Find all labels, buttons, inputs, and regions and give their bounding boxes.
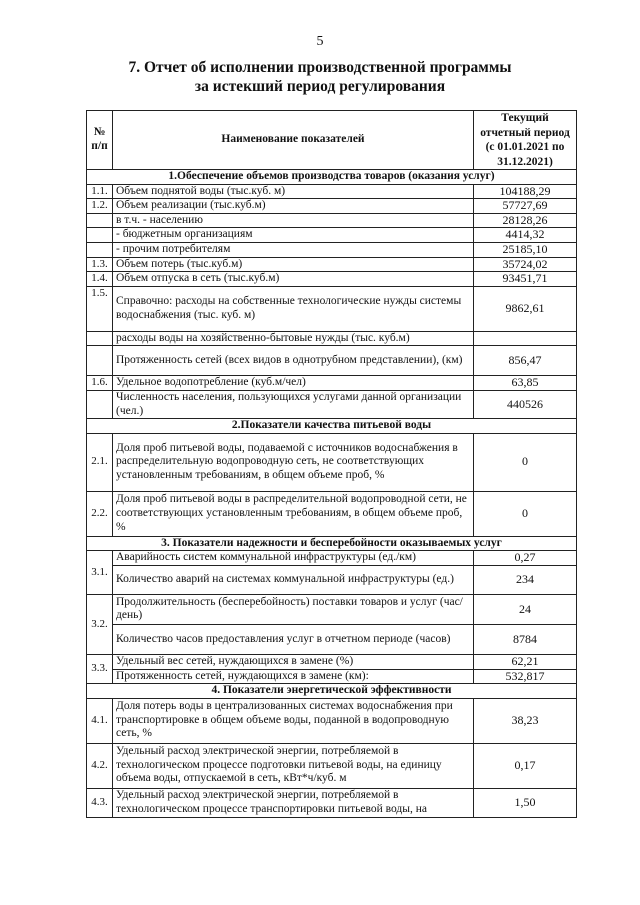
row-name: Удельный расход электрической энергии, потребляемой в технологическом процессе транспортировки питьевой воды, на [113, 788, 474, 817]
row-name: Численность населения, пользующихся услугами данной организации (чел.) [113, 390, 474, 418]
row-num [87, 213, 113, 228]
row-num: 2.2. [87, 491, 113, 536]
row-value: 62,21 [474, 654, 577, 669]
section-row [87, 684, 577, 699]
row-num: 4.1. [87, 698, 113, 743]
row-name: Аварийность систем коммунальной инфраструктуры (ед./км) [113, 551, 474, 566]
header-period: Текущий отчетный период (с 01.01.2021 по 31.12.2021) [474, 111, 577, 170]
row-value: 9862,61 [474, 286, 577, 331]
table-row [87, 390, 577, 418]
row-num: 1.6. [87, 376, 113, 391]
row-num: 3.1. [87, 551, 113, 595]
table-row [87, 491, 577, 536]
row-value: 532,817 [474, 669, 577, 684]
row-num: 3.3. [87, 654, 113, 683]
row-value: 24 [474, 594, 577, 624]
report-table [86, 110, 577, 818]
table-row [87, 743, 577, 788]
table-row [87, 272, 577, 287]
table-row [87, 199, 577, 214]
table-row [87, 594, 577, 624]
row-num: 4.3. [87, 788, 113, 817]
table-row [87, 213, 577, 228]
table-row [87, 624, 577, 654]
row-name: - бюджетным организациям [113, 228, 474, 243]
row-value: 4414,32 [474, 228, 577, 243]
row-name: Доля проб питьевой воды в распределительной водопроводной сети, не соответствующих установленным требованиям, в общем объеме проб, % [113, 491, 474, 536]
table-row [87, 565, 577, 594]
table-row [87, 376, 577, 391]
row-num: 1.4. [87, 272, 113, 287]
title-line-2: за истекший период регулирования [194, 78, 446, 95]
table-row [87, 698, 577, 743]
row-value: 1,50 [474, 788, 577, 817]
table-row [87, 228, 577, 243]
row-num: 1.2. [87, 199, 113, 214]
row-num [87, 331, 113, 346]
section-title: 2.Показатели качества питьевой воды [87, 419, 577, 434]
row-name: Протяженность сетей, нуждающихся в замене (км): [113, 669, 474, 684]
table-row [87, 654, 577, 669]
row-value: 104188,29 [474, 184, 577, 199]
row-num: 1.3. [87, 257, 113, 272]
section-row [87, 170, 577, 185]
row-value: 0,27 [474, 551, 577, 566]
row-name: Справочно: расходы на собственные технологические нужды системы водоснабжения (тыс. куб. м) [113, 286, 474, 331]
table-row [87, 242, 577, 257]
row-name: Количество аварий на системах коммунальной инфраструктуры (ед.) [113, 565, 474, 594]
row-value: 28128,26 [474, 213, 577, 228]
row-name: расходы воды на хозяйственно-бытовые нужды (тыс. куб.м) [113, 331, 474, 346]
row-name: Количество часов предоставления услуг в отчетном периоде (часов) [113, 624, 474, 654]
page-title [0, 58, 640, 96]
table-row [87, 669, 577, 684]
row-name: Протяженность сетей (всех видов в однотрубном представлении), (км) [113, 346, 474, 376]
row-name: Удельный вес сетей, нуждающихся в замене (%) [113, 654, 474, 669]
row-num [87, 390, 113, 418]
table-row [87, 346, 577, 376]
title-line-1: 7. Отчет об исполнении производственной программы [128, 59, 512, 76]
row-value: 0,17 [474, 743, 577, 788]
header-num: № п/п [87, 111, 113, 170]
table-header [87, 111, 577, 170]
row-value: 0 [474, 433, 577, 491]
row-num: 2.1. [87, 433, 113, 491]
section-title: 1.Обеспечение объемов производства товаров (оказания услуг) [87, 170, 577, 185]
table-row [87, 551, 577, 566]
row-value: 57727,69 [474, 199, 577, 214]
table-row [87, 433, 577, 491]
section-row [87, 419, 577, 434]
row-num: 1.1. [87, 184, 113, 199]
row-num: 3.2. [87, 594, 113, 654]
row-value: 234 [474, 565, 577, 594]
row-num [87, 242, 113, 257]
header-name: Наименование показателей [113, 111, 474, 170]
row-num [87, 228, 113, 243]
table-row [87, 257, 577, 272]
row-name: Удельный расход электрической энергии, потребляемой в технологическом процессе подготовки питьевой воды, на единицу объема воды, отпускаемой в сеть, кВт*ч/куб. м [113, 743, 474, 788]
row-num: 1.5. [87, 286, 113, 331]
row-name: Объем потерь (тыс.куб.м) [113, 257, 474, 272]
row-value: 63,85 [474, 376, 577, 391]
table-row [87, 788, 577, 817]
row-value: 8784 [474, 624, 577, 654]
row-name: Доля потерь воды в централизованных системах водоснабжения при транспортировке в общем объеме воды, поданной в водопроводную сеть, % [113, 698, 474, 743]
page-number: 5 [316, 34, 324, 49]
row-value: 0 [474, 491, 577, 536]
row-value: 856,47 [474, 346, 577, 376]
row-value [474, 331, 577, 346]
section-row [87, 536, 577, 551]
row-name: Объем поднятой воды (тыс.куб. м) [113, 184, 474, 199]
section-title: 3. Показатели надежности и бесперебойности оказываемых услуг [87, 536, 577, 551]
row-name: - прочим потребителям [113, 242, 474, 257]
row-value: 35724,02 [474, 257, 577, 272]
row-name: Объем отпуска в сеть (тыс.куб.м) [113, 272, 474, 287]
row-num [87, 346, 113, 376]
row-value: 440526 [474, 390, 577, 418]
row-num: 4.2. [87, 743, 113, 788]
row-name: в т.ч. - населению [113, 213, 474, 228]
row-name: Продолжительность (бесперебойность) поставки товаров и услуг (час/день) [113, 594, 474, 624]
table-row [87, 286, 577, 331]
table-row [87, 184, 577, 199]
row-name: Объем реализации (тыс.куб.м) [113, 199, 474, 214]
row-value: 93451,71 [474, 272, 577, 287]
row-value: 38,23 [474, 698, 577, 743]
row-name: Удельное водопотребление (куб.м/чел) [113, 376, 474, 391]
section-title: 4. Показатели энергетической эффективности [87, 684, 577, 699]
row-value: 25185,10 [474, 242, 577, 257]
row-name: Доля проб питьевой воды, подаваемой с источников водоснабжения в распределительную водопроводную сеть, не соответствующих установленным требованиям, в общем объеме проб, % [113, 433, 474, 491]
table-row [87, 331, 577, 346]
